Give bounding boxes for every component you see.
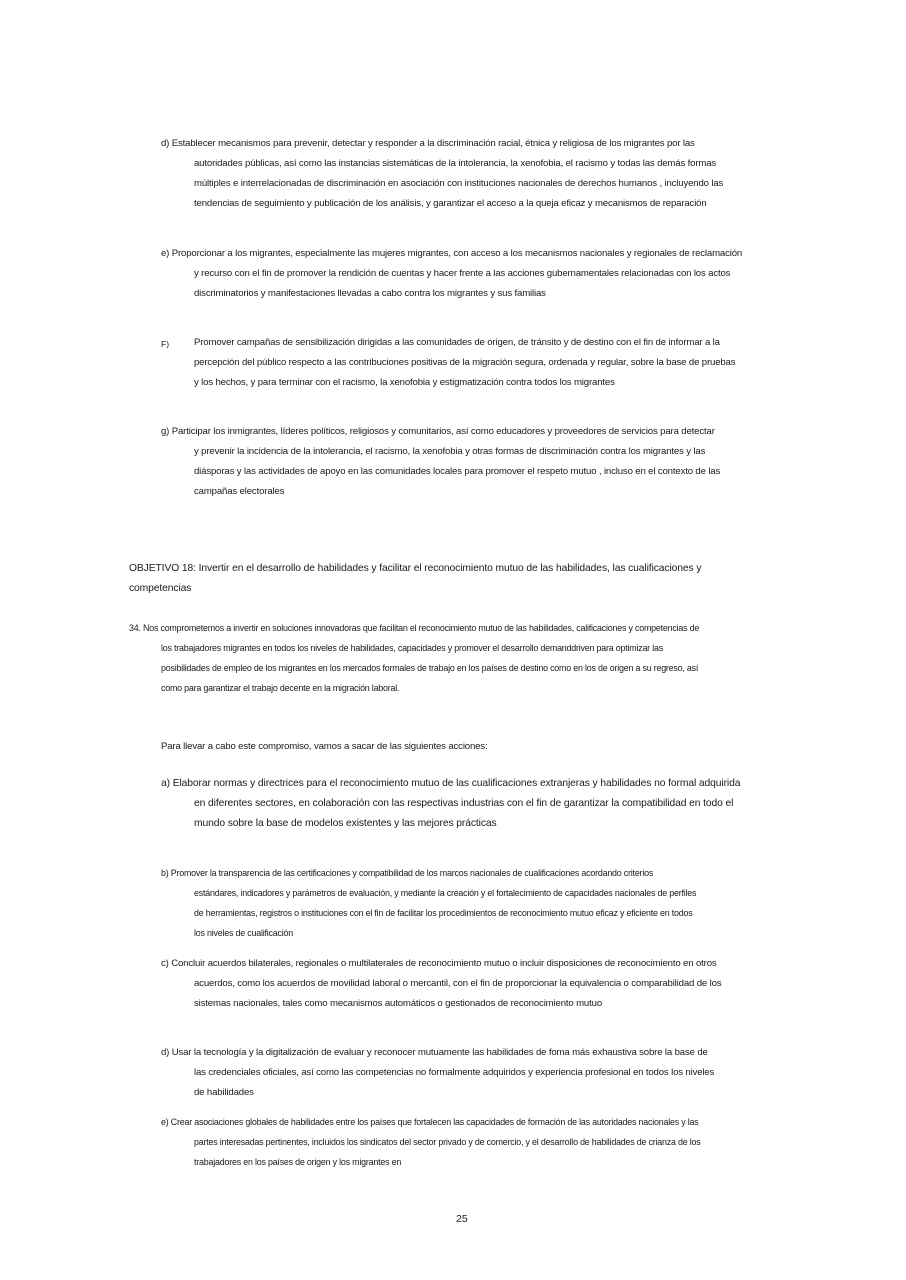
item-line: autoridades públicas, así como las instancias sistemáticas de la intolerancia, la xenofobia, el racismo y todas las demás formas <box>194 158 717 169</box>
item-line: mundo sobre la base de modelos existentes y las mejores prácticas <box>194 818 497 829</box>
item-line: percepción del público respecto a las contribuciones positivas de la migración segura, ordenada y regular, sobre la base de pruebas <box>194 357 736 368</box>
heading-line: competencias <box>129 583 192 594</box>
item-line: d) Usar la tecnología y la digitalización de evaluar y reconocer mutuamente las habilidades de foma más exhaustiva sobre la base de <box>161 1047 708 1058</box>
item-line: acuerdos, como los acuerdos de movilidad laboral o mercantil, con el fin de proporcionar la equivalencia o comparabilidad de los <box>194 978 722 989</box>
item-line: múltiples e interrelacionadas de discriminación en asociación con instituciones nacionales de derechos humanos , incluyendo las <box>194 178 724 189</box>
item-line: las credenciales oficiales, así como las competencias no formalmente adquiridos y experiencia profesional en todos los niveles <box>194 1067 715 1078</box>
paragraph-line: como para garantizar el trabajo decente en la migración laboral. <box>161 683 400 693</box>
item-line: y los hechos, y para terminar con el racismo, la xenofobia y estigmatización contra todos los migrantes <box>194 377 615 388</box>
item-line: los niveles de cualificación <box>194 928 293 938</box>
item-label: F) <box>161 339 170 349</box>
item-line: diásporas y las actividades de apoyo en las comunidades locales para promover el respeto mutuo , incluso en el contexto de las <box>194 466 721 477</box>
actions-intro: Para llevar a cabo este compromiso, vamos a sacar de las siguientes acciones: <box>161 741 488 752</box>
item-line: estándares, indicadores y parámetros de evaluación, y mediante la creación y el fortalecimiento de capacidades nacionales de perfiles <box>194 888 697 898</box>
item-line: y recurso con el fin de promover la rendición de cuentas y hacer frente a las acciones gubernamentales relacionadas con los actos <box>194 268 731 279</box>
item-line: tendencias de seguimiento y publicación de los análisis, y garantizar el acceso a la queja eficaz y mecanismos de reparación <box>194 198 707 209</box>
item-line: y prevenir la incidencia de la intolerancia, el racismo, la xenofobia y otras formas de discriminación contra los migrantes y las <box>194 446 706 457</box>
page-number: 25 <box>456 1213 468 1225</box>
item-line: de habilidades <box>194 1087 254 1098</box>
paragraph-line: posibilidades de empleo de los migrantes en los mercados formales de trabajo en los países de destino como en los de origen a su regreso, así <box>161 663 699 673</box>
item-line: g) Participar los inmigrantes, líderes políticos, religiosos y comunitarios, así como educadores y proveedores de servicios para detectar <box>161 426 715 437</box>
item-line: partes interesadas pertinentes, incluidos los sindicatos del sector privado y de comercio, y el desarrollo de habilidades de crianza de los <box>194 1137 701 1147</box>
item-line: Promover campañas de sensibilización dirigidas a las comunidades de origen, de tránsito y de destino con el fin de informar a la <box>194 337 720 348</box>
item-line: e) Proporcionar a los migrantes, especialmente las mujeres migrantes, con acceso a los mecanismos nacionales y regionales de reclamación <box>161 248 743 259</box>
item-line: en diferentes sectores, en colaboración con las respectivas industrias con el fin de garantizar la compatibilidad en todo el <box>194 798 734 809</box>
item-line: discriminatorios y manifestaciones llevadas a cabo contra los migrantes y sus familias <box>194 288 546 299</box>
paragraph-line: 34. Nos comprometemos a invertir en soluciones innovadoras que facilitan el reconocimiento mutuo de las habilidades, calificaciones y competencias de <box>129 623 700 633</box>
item-line: b) Promover la transparencia de las certificaciones y compatibilidad de los marcos nacionales de cualificaciones acordando criterios <box>161 868 654 878</box>
item-line: campañas electorales <box>194 486 285 497</box>
item-line: c) Concluir acuerdos bilaterales, regionales o multilaterales de reconocimiento mutuo o incluir disposiciones de reconocimiento en otros <box>161 958 717 969</box>
paragraph-line: los trabajadores migrantes en todos los niveles de habilidades, capacidades y promover el desarrollo demanddriven para optimizar las <box>161 643 663 653</box>
heading-line: OBJETIVO 18: Invertir en el desarrollo de habilidades y facilitar el reconocimiento mutuo de las habilidades, las cualificaciones y <box>129 563 702 574</box>
item-line: sistemas nacionales, tales como mecanismos automáticos o gestionados de reconocimiento mutuo <box>194 998 603 1009</box>
item-line: trabajadores en los países de origen y los migrantes en <box>194 1157 402 1167</box>
item-line: de herramientas, registros o instituciones con el fin de facilitar los procedimientos de reconocimiento mutuo eficaz y eficiente en todos <box>194 908 693 918</box>
item-line: d) Establecer mecanismos para prevenir, detectar y responder a la discriminación racial, étnica y religiosa de los migrantes por las <box>161 138 695 149</box>
item-line: e) Crear asociaciones globales de habilidades entre los países que fortalecen las capacidades de formación de las autoridades nacionales y las <box>161 1117 699 1127</box>
item-line: a) Elaborar normas y directrices para el reconocimiento mutuo de las cualificaciones extranjeras y habilidades no formal adquirida <box>161 778 741 789</box>
